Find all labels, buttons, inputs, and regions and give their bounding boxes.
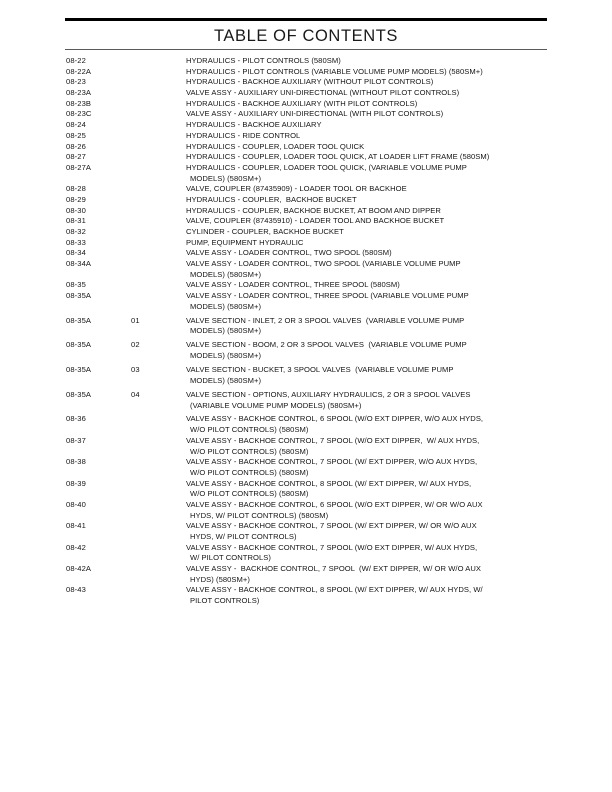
toc-entry-description: VALVE ASSY - LOADER CONTROL, THREE SPOOL (VARIABLE VOLUME PUMP — [186, 291, 469, 301]
toc-entry-line — [0, 521, 612, 532]
toc-entry[interactable] — [0, 414, 612, 435]
toc-entry-line — [0, 401, 612, 412]
toc-entry-code: 08-32 — [66, 227, 86, 236]
toc-entry-line — [0, 56, 612, 67]
toc-entry-line — [0, 436, 612, 447]
toc-entry[interactable] — [0, 316, 612, 337]
toc-entry-line — [0, 543, 612, 554]
toc-entry-description-continued: MODELS) (580SM+) — [190, 269, 262, 279]
toc-entry-code: 08-40 — [66, 499, 86, 509]
toc-entry-line — [0, 351, 612, 362]
toc-entry-description-continued: (VARIABLE VOLUME PUMP MODELS) (580SM+) — [190, 400, 362, 410]
toc-entry-line — [0, 564, 612, 575]
toc-entry[interactable] — [0, 280, 612, 291]
toc-entry[interactable] — [0, 479, 612, 500]
toc-entry-code: 08-29 — [66, 194, 86, 204]
toc-entry[interactable] — [0, 88, 612, 99]
toc-entry-line — [0, 365, 612, 376]
toc-entry-description: VALVE ASSY - LOADER CONTROL, TWO SPOOL (VARIABLE VOLUME PUMP — [186, 259, 461, 269]
toc-entry-code: 08-35A — [66, 291, 92, 301]
toc-entry-line — [0, 195, 612, 206]
toc-entry-description: HYDRAULICS - COUPLER, LOADER TOOL QUICK, (VARIABLE VOLUME PUMP — [186, 162, 467, 172]
toc-entry-description: CYLINDER - COUPLER, BACKHOE BUCKET — [186, 227, 344, 236]
toc-entry-code: 08-27 — [66, 152, 86, 162]
toc-entry-line — [0, 376, 612, 387]
page-title: TABLE OF CONTENTS — [213, 26, 399, 45]
toc-entry-line — [0, 414, 612, 425]
toc-entry-code: 08-22 — [66, 56, 86, 65]
toc-entry-line — [0, 585, 612, 596]
toc-entry-code: 08-25 — [66, 130, 86, 140]
toc-entry[interactable] — [0, 248, 612, 259]
toc-entry-code: 08-28 — [66, 184, 86, 194]
toc-entry-description: VALVE ASSY - BACKHOE CONTROL, 6 SPOOL (W/O EXT DIPPER, W/O AUX HYDS, — [186, 414, 484, 424]
toc-entry-description: VALVE ASSY - BACKHOE CONTROL, 7 SPOOL (W/O EXT DIPPER, W/ AUX HYDS, — [186, 542, 478, 552]
toc-entry-code: 08-41 — [66, 521, 86, 531]
toc-entry-description: HYDRAULICS - BACKHOE AUXILIARY — [186, 120, 322, 130]
toc-entry-line — [0, 77, 612, 88]
toc-entry-line — [0, 553, 612, 564]
toc-entry-line — [0, 163, 612, 174]
toc-entry-line — [0, 184, 612, 195]
toc-entry-line — [0, 447, 612, 458]
toc-entry-code: 08-24 — [66, 120, 86, 130]
toc-entry-description: VALVE ASSY - AUXILIARY UNI-DIRECTIONAL (WITH PILOT CONTROLS) — [186, 109, 444, 119]
toc-entry-code: 08-33 — [66, 237, 86, 247]
header-rule-bottom — [65, 49, 547, 50]
toc-entry-code: 08-34A — [66, 259, 92, 269]
toc-entry[interactable] — [0, 216, 612, 227]
toc-entry-description: HYDRAULICS - BACKHOE AUXILIARY (WITHOUT PILOT CONTROLS) — [186, 77, 434, 87]
toc-entry-line — [0, 340, 612, 351]
toc-entry-line — [0, 511, 612, 522]
toc-entry-code: 08-42A — [66, 564, 92, 574]
toc-entry-description: VALVE ASSY - BACKHOE CONTROL, 6 SPOOL (W/O EXT DIPPER, W/ OR W/O AUX — [186, 499, 483, 509]
toc-entry-code: 08-35 — [66, 280, 86, 290]
toc-entry-line — [0, 532, 612, 543]
toc-entry-line — [0, 390, 612, 401]
toc-entry-line — [0, 489, 612, 500]
toc-entry-description-continued: MODELS) (580SM+) — [190, 173, 262, 183]
toc-entry-code: 08-36 — [66, 414, 86, 424]
toc-entry-code: 08-38 — [66, 457, 86, 467]
toc-entry[interactable] — [0, 195, 612, 206]
table-of-contents-list — [0, 56, 612, 607]
toc-entry-description-continued: W/O PILOT CONTROLS) (580SM) — [190, 446, 309, 456]
toc-entry-line — [0, 67, 612, 78]
toc-entry-description: VALVE ASSY - LOADER CONTROL, TWO SPOOL (580SM) — [186, 248, 392, 258]
toc-entry-code: 08-37 — [66, 435, 86, 445]
toc-entry-description: VALVE ASSY - BACKHOE CONTROL, 8 SPOOL (W/ EXT DIPPER, W/ AUX HYDS, W/ — [186, 585, 483, 595]
toc-entry[interactable] — [0, 436, 612, 457]
toc-entry-description-continued: W/ PILOT CONTROLS) — [190, 553, 271, 563]
toc-entry[interactable] — [0, 67, 612, 78]
toc-entry-description-continued: HYDS) (580SM+) — [190, 574, 250, 584]
toc-entry-description: VALVE ASSY - AUXILIARY UNI-DIRECTIONAL (WITHOUT PILOT CONTROLS) — [186, 88, 460, 98]
toc-entry-description-continued: MODELS) (580SM+) — [190, 375, 262, 385]
toc-entry[interactable] — [0, 500, 612, 521]
toc-entry-description-continued: MODELS) (580SM+) — [190, 301, 262, 311]
toc-entry[interactable] — [0, 56, 612, 67]
toc-entry-code: 08-26 — [66, 141, 86, 151]
toc-entry-code: 08-23C — [66, 109, 92, 119]
toc-entry-line — [0, 206, 612, 217]
toc-entry-line — [0, 291, 612, 302]
toc-entry-line — [0, 326, 612, 337]
toc-entry[interactable] — [0, 206, 612, 217]
toc-entry-line — [0, 142, 612, 153]
toc-entry-code: 08-22A — [66, 66, 92, 76]
toc-entry[interactable] — [0, 163, 612, 184]
toc-entry-subnumber: 01 — [131, 315, 140, 325]
toc-entry[interactable] — [0, 521, 612, 542]
toc-entry[interactable] — [0, 142, 612, 153]
toc-entry[interactable] — [0, 120, 612, 131]
toc-entry[interactable] — [0, 238, 612, 249]
toc-entry-code: 08-35A — [66, 315, 92, 325]
toc-entry-subnumber: 02 — [131, 340, 140, 350]
toc-entry[interactable] — [0, 365, 612, 386]
toc-entry-code: 08-23A — [66, 88, 92, 98]
toc-entry-description-continued: MODELS) (580SM+) — [190, 326, 262, 336]
toc-entry-code: 08-35A — [66, 389, 92, 399]
toc-entry-line — [0, 216, 612, 227]
toc-entry-description: HYDRAULICS - RIDE CONTROL — [186, 130, 301, 140]
toc-entry-code: 08-31 — [66, 216, 86, 226]
toc-entry[interactable] — [0, 109, 612, 120]
toc-entry-description: VALVE SECTION - BUCKET, 3 SPOOL VALVES (VARIABLE VOLUME PUMP — [186, 365, 454, 375]
toc-entry-line — [0, 152, 612, 163]
toc-entry-line — [0, 302, 612, 313]
toc-entry-description: HYDRAULICS - COUPLER, LOADER TOOL QUICK — [186, 141, 365, 151]
toc-entry-description: VALVE ASSY - BACKHOE CONTROL, 7 SPOOL (W/ EXT DIPPER, W/O AUX HYDS, — [186, 457, 478, 467]
toc-entry[interactable] — [0, 543, 612, 564]
toc-entry-description: VALVE SECTION - INLET, 2 OR 3 SPOOL VALVES (VARIABLE VOLUME PUMP — [186, 315, 465, 325]
toc-entry-line — [0, 500, 612, 511]
toc-entry-description-continued: MODELS) (580SM+) — [190, 351, 262, 361]
toc-entry-line — [0, 457, 612, 468]
toc-entry-line — [0, 88, 612, 99]
toc-entry-line — [0, 109, 612, 120]
toc-entry-description: PUMP, EQUIPMENT HYDRAULIC — [186, 237, 304, 247]
toc-entry-line — [0, 575, 612, 586]
toc-entry-line — [0, 248, 612, 259]
toc-entry-line — [0, 227, 612, 238]
toc-entry-line — [0, 99, 612, 110]
toc-entry-description: HYDRAULICS - COUPLER, BACKHOE BUCKET — [186, 194, 357, 204]
toc-entry-line — [0, 596, 612, 607]
toc-entry-description: VALVE SECTION - OPTIONS, AUXILIARY HYDRAULICS, 2 OR 3 SPOOL VALVES — [186, 389, 471, 399]
toc-entry-description-continued: PILOT CONTROLS) — [190, 596, 260, 606]
toc-entry-line — [0, 259, 612, 270]
toc-entry-code: 08-30 — [66, 205, 86, 215]
toc-entry[interactable] — [0, 184, 612, 195]
toc-entry[interactable] — [0, 259, 612, 280]
toc-entry-code: 08-23 — [66, 77, 86, 87]
toc-entry-line — [0, 316, 612, 327]
toc-entry[interactable] — [0, 152, 612, 163]
toc-entry[interactable] — [0, 564, 612, 585]
toc-entry-description-continued: HYDS, W/ PILOT CONTROLS) (580SM) — [190, 510, 329, 520]
toc-entry-line — [0, 280, 612, 291]
toc-entry-code: 08-27A — [66, 162, 92, 172]
toc-entry-line — [0, 120, 612, 131]
toc-entry-line — [0, 174, 612, 185]
page-header — [65, 18, 547, 50]
toc-entry[interactable] — [0, 390, 612, 411]
toc-entry-line — [0, 468, 612, 479]
toc-entry-subnumber: 04 — [131, 389, 140, 399]
toc-entry[interactable] — [0, 585, 612, 606]
toc-entry-description-continued: W/O PILOT CONTROLS) (580SM) — [190, 467, 309, 477]
toc-entry-description-continued: HYDS, W/ PILOT CONTROLS) — [190, 532, 297, 542]
toc-entry-description: VALVE SECTION - BOOM, 2 OR 3 SPOOL VALVES (VARIABLE VOLUME PUMP — [186, 340, 467, 350]
toc-entry-description: VALVE ASSY - BACKHOE CONTROL, 7 SPOOL (W/ EXT DIPPER, W/ OR W/O AUX — [186, 521, 477, 531]
toc-entry-code: 08-34 — [66, 248, 86, 258]
toc-entry-code: 08-39 — [66, 478, 86, 488]
toc-entry-code: 08-35A — [66, 340, 92, 350]
toc-entry-description: VALVE ASSY - BACKHOE CONTROL, 7 SPOOL (W/ EXT DIPPER, W/ OR W/O AUX — [186, 564, 482, 574]
toc-entry-description: VALVE ASSY - BACKHOE CONTROL, 8 SPOOL (W/ EXT DIPPER, W/ AUX HYDS, — [186, 478, 472, 488]
toc-entry[interactable] — [0, 457, 612, 478]
toc-entry-code: 08-23B — [66, 98, 92, 108]
toc-entry-line — [0, 479, 612, 490]
toc-entry[interactable] — [0, 131, 612, 142]
toc-entry-description: HYDRAULICS - BACKHOE AUXILIARY (WITH PILOT CONTROLS) — [186, 98, 418, 108]
toc-entry-description: HYDRAULICS - PILOT CONTROLS (VARIABLE VOLUME PUMP MODELS) (580SM+) — [186, 66, 483, 76]
toc-entry-code: 08-42 — [66, 542, 86, 552]
toc-entry-line — [0, 238, 612, 249]
toc-entry-line — [0, 270, 612, 281]
toc-entry-description: HYDRAULICS - COUPLER, LOADER TOOL QUICK, AT LOADER LIFT FRAME (580SM) — [186, 152, 490, 162]
toc-entry-code: 08-43 — [66, 585, 86, 595]
toc-entry-description-continued: W/O PILOT CONTROLS) (580SM) — [190, 425, 309, 435]
toc-entry-description-continued: W/O PILOT CONTROLS) (580SM) — [190, 489, 309, 499]
toc-entry[interactable] — [0, 99, 612, 110]
toc-entry[interactable] — [0, 291, 612, 312]
toc-entry-subnumber: 03 — [131, 365, 140, 375]
toc-entry-description: HYDRAULICS - PILOT CONTROLS (580SM) — [186, 56, 341, 65]
toc-entry[interactable] — [0, 340, 612, 361]
toc-entry[interactable] — [0, 227, 612, 238]
toc-entry-description: VALVE ASSY - BACKHOE CONTROL, 7 SPOOL (W/O EXT DIPPER, W/ AUX HYDS, — [186, 435, 480, 445]
toc-entry-line — [0, 425, 612, 436]
toc-entry-description: VALVE, COUPLER (87435909) - LOADER TOOL OR BACKHOE — [186, 184, 407, 194]
toc-entry-code: 08-35A — [66, 365, 92, 375]
toc-entry[interactable] — [0, 77, 612, 88]
toc-entry-line — [0, 131, 612, 142]
toc-entry-description: VALVE ASSY - LOADER CONTROL, THREE SPOOL (580SM) — [186, 280, 400, 290]
toc-entry-description: HYDRAULICS - COUPLER, BACKHOE BUCKET, AT BOOM AND DIPPER — [186, 205, 441, 215]
toc-entry-description: VALVE, COUPLER (87435910) - LOADER TOOL AND BACKHOE BUCKET — [186, 216, 445, 226]
